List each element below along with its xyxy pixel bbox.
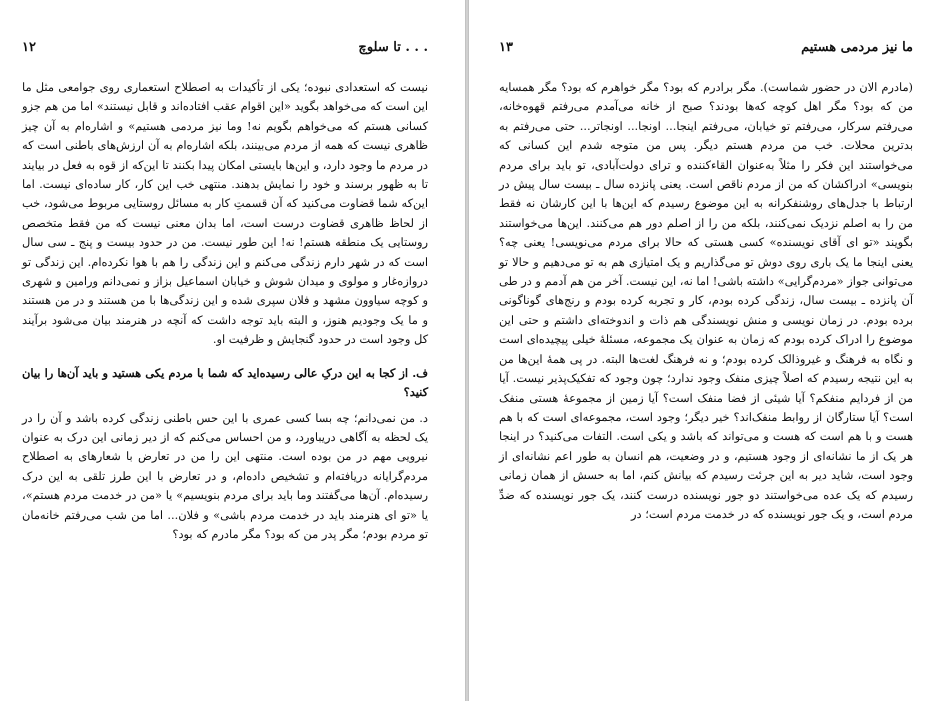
right-page-header <box>499 40 913 62</box>
interview-question: ف. از کجا به این درکِ عالی رسیده‌اید که شما با مردم یکی هستید و باید آن‌ها را بیان کنید؟ <box>22 365 428 400</box>
interview-answer: د. من نمی‌دانم؛ چه بسا کسی عمری با این حس باطنی زندگی کرده باشد و آن را در یک لحظه به آگاهی دریباورد، و من احساس می‌کنم که از دیر زمانی این درک به عنوان نیرویی مهم در من بوده است. منتهی این را من در تعارض با شعارهای به اصطلاح مردم‌گرایانه دریافته‌ام و تشخیص داده‌ام، و در تعارض با این طرز تلقی به این درک رسیده‌ام. آن‌ها می‌گفتند و‌ما باید برای مردم بنویسیم» یا «من در خدمت مردم هستم»، یا «تو ای هنرمند باید در خدمت مردم باشی» و فلان... اما من شب می‌رفتم خانه‌مان تو مردم بودم؛ مگر پدر من که بود؟ مگر مادرم که بود؟ <box>22 410 428 541</box>
left-page-body <box>22 78 428 544</box>
right-page-number: ۱۳ <box>499 40 513 55</box>
right-body-paragraph: (مادرم الان در حضور شماست). مگر برادرم که بود؟ مگر خواهرم که بود؟ مگر همسایه من که بود؟ مگر اهل کوچه که‌ها بودند؟ صبح از خانه می‌آمدم می‌رفتم قهوه‌خانه، می‌رفتم سرکار، می‌رفتم تو خیابان، می‌رفتم اینجا... اونجا... اونجاتر... حتی می‌رفتم به بدترین محلات. خب من مردم هستم دیگر. پس من متوجه شدم این کسانی که می‌خواستند این فکر را مثلاً به‌عنوان القاءکننده و ترای دولت‌آبادی، تو باید برای مردم بنویسی» ادراکشان که من از مردم ناقص است. یعنی پانزده سال ـ بیست سال پیش در ارتباط با جدل‌های روشنفکرانه به این موضوع رسیدم که این‌ها با این کارشان نه فقط من را به اصلم نزدیک نمی‌کنند، بلکه من را از اصلم دور هم می‌کنند. این‌ها می‌خواستند بگویند «تو ای آقای نویسنده» کسی هستی که حالا برای مردم می‌نویسی! یعنی چه؟ یعنی اینجا ما یک باری روی دوش تو می‌گذاریم و یک امتیازی هم به تو می‌دهیم و حالا تو می‌توانی جواز «مردم‌گرایی» داشته باشی! اما نه، این نیست. آخر من هم آدمم و در طی آن پانزده ـ بیست سال، زندگی کرده بودم، کار و تجربه کرده بودم و رنج‌های گوناگونی برده بودم. در زمان نویسی و منش نویسندگی هم ذات و اندوخته‌ای داشتم و حتی این موضوع را ادراک کرده بودم که زمان به عنوان یک مجموعه، مسئلهٔ خیلی پیچیده‌ای است و نگاه به فرهنگ و غیروذالک کرده بودم؛ و نه فرهنگ لغت‌ها البته. در پی همهٔ این‌ها من به این نتیجه رسیدم که اصلاً چیزی منفک وجود ندارد؛ چون وجود که تفکیک‌پذیر نیست. آیا من از فردایم منفکم؟ آیا شیئی از فضا منفک است؟ آیا زمین از مجموعهٔ هستی منفک است؟ آیا ستارگان از روابط منفک‌اند؟ خیر دیگر؛ وجود است، مجموعه‌ای است که با هم هست و با هم است که هست و می‌تواند که باشد و یکی است. التفات می‌کنید؟ در اینجا هر یک از ما نشانه‌ای از وجود هستیم، و در وضعیت، هم انسان به طور اعم نشانه‌ای از وجود است، شاید دیر به این جرئت رسیدم که بیانش کنم، اما به حسش از همان زمانی رسیدم که یک عده می‌خواستند دو جور نویسنده درست کنند، یک جور نویسنده که ضدِّ مردم است، و یک جور نویسنده که در خدمت مردم است؛ در <box>499 80 914 521</box>
left-page <box>0 0 465 701</box>
right-header-title: ما نیز مردمی هستیم <box>801 40 913 55</box>
left-page-number: ۱۲ <box>22 40 36 55</box>
right-page <box>469 0 937 701</box>
right-page-body <box>499 78 913 524</box>
left-header-title: . . . تا سلوچ <box>358 40 428 55</box>
left-body-paragraph: نیست که استعدادی نبوده؛ یکی از تأکیدات به اصطلاح استعماری روی جوامعی مثل ما این است که می‌خواهد بگوید «این اقوام عقب افتاده‌اند و قابل نیستند» اما من هم جزو کسانی هستم که می‌خواهم بگویم نه! وما نیز مردمی هستیم» و اشاره‌ام به آن چیز ظاهری نیست که همه از مردم می‌بینند، بلکه اشاره‌ام به آن ارزش‌های باطنی است که در مردم ما وجود دارد، و این‌ها بایستی امکان پیدا بکنند تا این‌که از قوه به فعل در بیایند تا به ظهور برسند و خود را نمایش بدهند. منتهی خب این کار، کار ساده‌ای نیست. اما این‌که شما قضاوت می‌کنید که آن قسمتِ کار به مسائل روستایی مربوط می‌شود، خب از لحاظ ظاهری قضاوت درست است، اما بدان معنی نیست که من فقط متخصص روستایی یک منطقه هستم! نه! این طور نیست. من در حدود بیست و پنج ـ سی سال است که در شهر دارم زندگی می‌کنم و این زندگی را هم با هوا نکرده‌ام. این زندگی تو دروازه‌غار و مولوی و میدان شوش و خیابان اسماعیل بزاز و نمی‌دانم ورامین و شهری و کوچه سیاوون مشهد و فلان سپری شده و این زندگی‌ها با من هستند و در من هستند و ما یک وجودیم هنوز، و البته باید توجه داشت که آنچه در هنرمند بیان می‌شود برآیند کل وجود است در حدود گنجایش و ظرفیت او. <box>22 80 428 347</box>
left-page-header <box>22 40 428 62</box>
